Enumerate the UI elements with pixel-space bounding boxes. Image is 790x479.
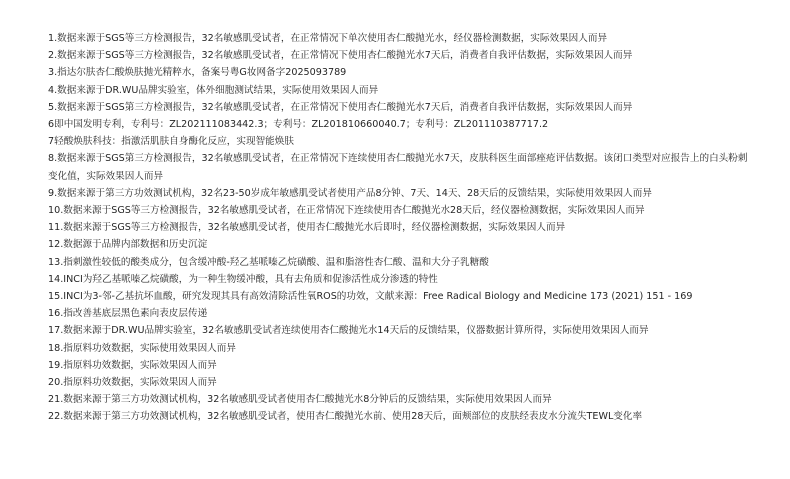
- footnote-3: 3.指达尔肤杏仁酸焕肤抛光精粹水，备案号粤G妆网备字2025093789: [48, 67, 347, 79]
- footnote-22: 22.数据来源于第三方功效测试机构，32名敏感肌受试者，使用杏仁酸抛光水前、使用28天后，面颊部位的皮肤经表皮水分流失TEWL变化率: [48, 411, 643, 423]
- footnote-16: 16.指改善基底层黑色素向表皮层传递: [48, 308, 208, 320]
- footnote-2: 2.数据来源于SGS等三方检测报告，32名敏感肌受试者，在正常情况下使用杏仁酸抛光水7天后，消费者自我评估数据，实际效果因人而异: [48, 50, 633, 62]
- footnote-list: [48, 30, 748, 426]
- footnote-18: 18.指原料功效数据，实际使用效果因人而异: [48, 342, 236, 354]
- footnote-19: 19.指原料功效数据，实际效果因人而异: [48, 359, 217, 371]
- footnote-7: 7轻酸焕肤科技：指激活肌肤自身酶化反应，实现智能焕肤: [48, 136, 294, 148]
- footnote-13: 13.指刺激性较低的酸类成分，包含缓冲酸-羟乙基哌嗪乙烷磺酸、温和脂溶性杏仁酸、温和大分子乳糖酸: [48, 256, 489, 268]
- footnote-12: 12.数据源于品牌内部数据和历史沉淀: [48, 239, 208, 251]
- footnote-6: 6即中国发明专利，专利号：ZL202111083442.3；专利号：ZL201810660040.7；专利号：ZL201110387717.2: [48, 119, 549, 131]
- footnote-21: 21.数据来源于第三方功效测试机构，32名敏感肌受试者使用杏仁酸抛光水8分钟后的反馈结果，实际使用效果因人而异: [48, 394, 552, 406]
- footnote-5: 5.数据来源于SGS第三方检测报告，32名敏感肌受试者，在正常情况下使用杏仁酸抛光水7天后，消费者自我评估数据，实际效果因人而异: [48, 101, 633, 113]
- footnote-14: 14.INCI为羟乙基哌嗪乙烷磺酸，为一种生物缓冲酸，具有去角质和促渗活性成分渗透的特性: [48, 273, 438, 285]
- footnote-9: 9.数据来源于第三方功效测试机构，32名23-50岁成年敏感肌受试者使用产品8分钟、7天、14天、28天后的反馈结果，实际使用效果因人而异: [48, 187, 652, 199]
- footnote-17: 17.数据来源于DR.WU品牌实验室，32名敏感肌受试者连续使用杏仁酸抛光水14天后的反馈结果，仪器数据计算所得，实际使用效果因人而异: [48, 325, 649, 337]
- footnote-10: 10.数据来源于SGS等三方检测报告，32名敏感肌受试者，在正常情况下连续使用杏仁酸抛光水28天后，经仪器检测数据，实际效果因人而异: [48, 205, 645, 217]
- footnote-20: 20.指原料功效数据，实际效果因人而异: [48, 377, 217, 389]
- footnote-8: 8.数据来源于SGS第三方检测报告，32名敏感肌受试者，在正常情况下连续使用杏仁酸抛光水7天，皮肤科医生面部痤疮评估数据。该闭口类型对应报告上的白头粉刺变化值，实际效果因人而异: [48, 153, 748, 182]
- footnote-11: 11.数据来源于SGS等三方检测报告，32名敏感肌受试者，使用杏仁酸抛光水后即时，经仪器检测数据，实际效果因人而异: [48, 222, 566, 234]
- footnote-4: 4.数据来源于DR.WU品牌实验室，体外细胞测试结果，实际使用效果因人而异: [48, 84, 379, 96]
- footnote-15: 15.INCI为3-邻-乙基抗坏血酸，研究发现其具有高效清除活性氧ROS的功效，文献来源：Free Radical Biology and Medicine 173 (2021) 151 - 169: [48, 291, 693, 303]
- footnote-1: 1.数据来源于SGS等三方检测报告，32名敏感肌受试者，在正常情况下单次使用杏仁酸抛光水，经仪器检测数据，实际效果因人而异: [48, 33, 608, 44]
